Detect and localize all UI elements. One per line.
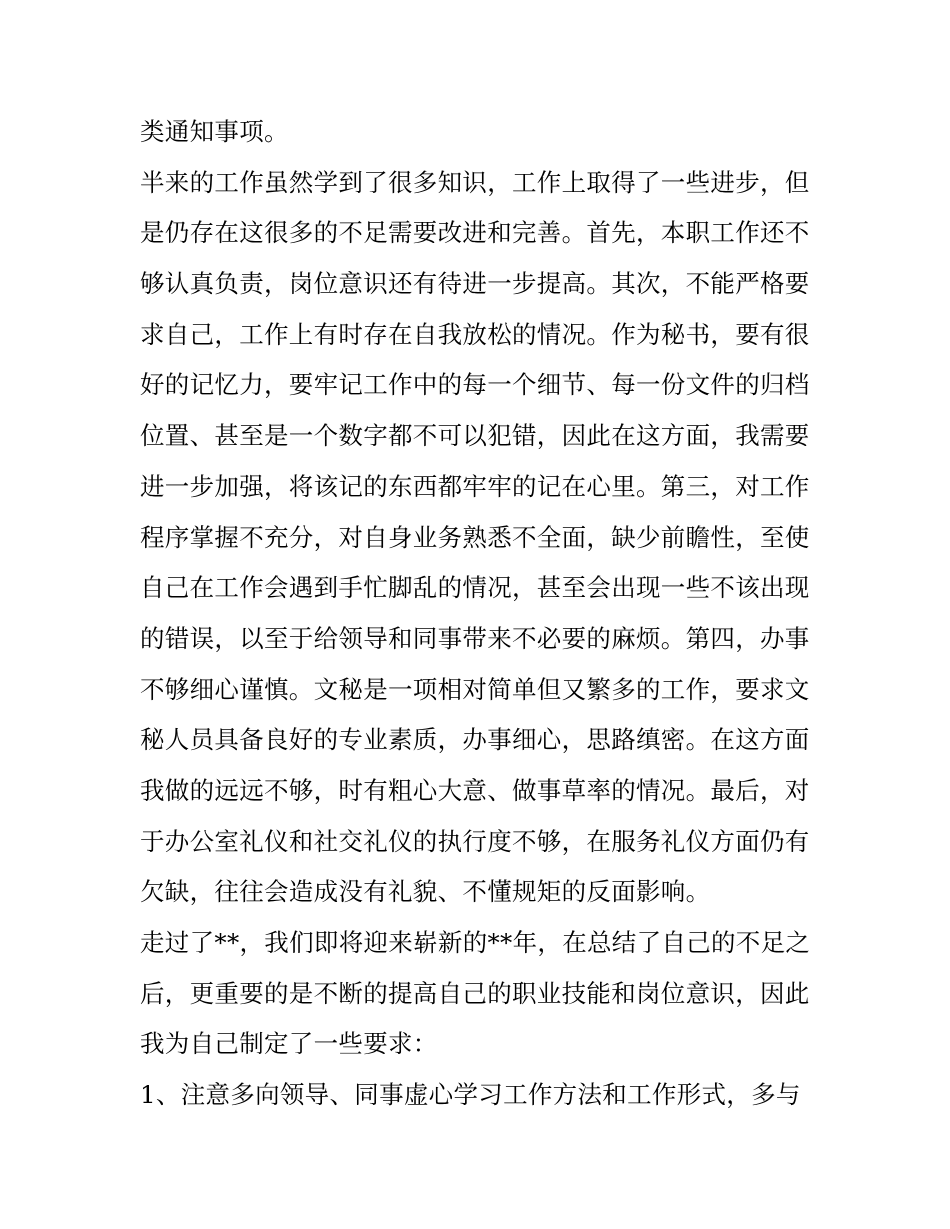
text-line: 于办公室礼仪和社交礼仪的执行度不够，在服务礼仪方面仍有 xyxy=(140,826,810,856)
text-line: 我为自己制定了一些要求： xyxy=(140,1029,438,1059)
text-line: 够认真负责，岗位意识还有待进一步提高。其次，不能严格要 xyxy=(140,269,810,299)
document-body xyxy=(140,107,820,1121)
text-line: 是仍存在这很多的不足需要改进和完善。首先，本职工作还不 xyxy=(140,218,810,248)
text-line: 不够细心谨慎。文秘是一项相对简单但又繁多的工作，要求文 xyxy=(140,674,810,704)
text-line: 位置、甚至是一个数字都不可以犯错，因此在这方面，我需要 xyxy=(140,421,810,451)
text-line: 程序掌握不充分，对自身业务熟悉不全面，缺少前瞻性，至使 xyxy=(140,522,810,552)
text-line: 好的记忆力，要牢记工作中的每一个细节、每一份文件的归档 xyxy=(140,370,810,400)
text-line: 的错误，以至于给领导和同事带来不必要的麻烦。第四，办事 xyxy=(140,623,810,653)
text-line: 1、注意多向领导、同事虚心学习工作方法和工作形式，多与 xyxy=(140,1080,801,1110)
text-line: 半来的工作虽然学到了很多知识，工作上取得了一些进步，但 xyxy=(140,167,810,197)
text-line: 秘人员具备良好的专业素质，办事细心，思路缜密。在这方面 xyxy=(140,725,810,755)
text-line: 自己在工作会遇到手忙脚乱的情况，甚至会出现一些不该出现 xyxy=(140,573,810,603)
text-line: 欠缺，往往会造成没有礼貌、不懂规矩的反面影响。 xyxy=(140,877,711,907)
text-line: 类通知事项。 xyxy=(140,117,289,146)
text-line: 我做的远远不够，时有粗心大意、做事草率的情况。最后，对 xyxy=(140,775,810,805)
text-line: 走过了**，我们即将迎来崭新的**年，在总结了自己的不足之 xyxy=(140,928,811,957)
text-line: 进一步加强，将该记的东西都牢牢的记在心里。第三，对工作 xyxy=(140,471,810,501)
text-line: 后，更重要的是不断的提高自己的职业技能和岗位意识，因此 xyxy=(140,978,810,1008)
text-line: 求自己，工作上有时存在自我放松的情况。作为秘书，要有很 xyxy=(140,319,810,349)
